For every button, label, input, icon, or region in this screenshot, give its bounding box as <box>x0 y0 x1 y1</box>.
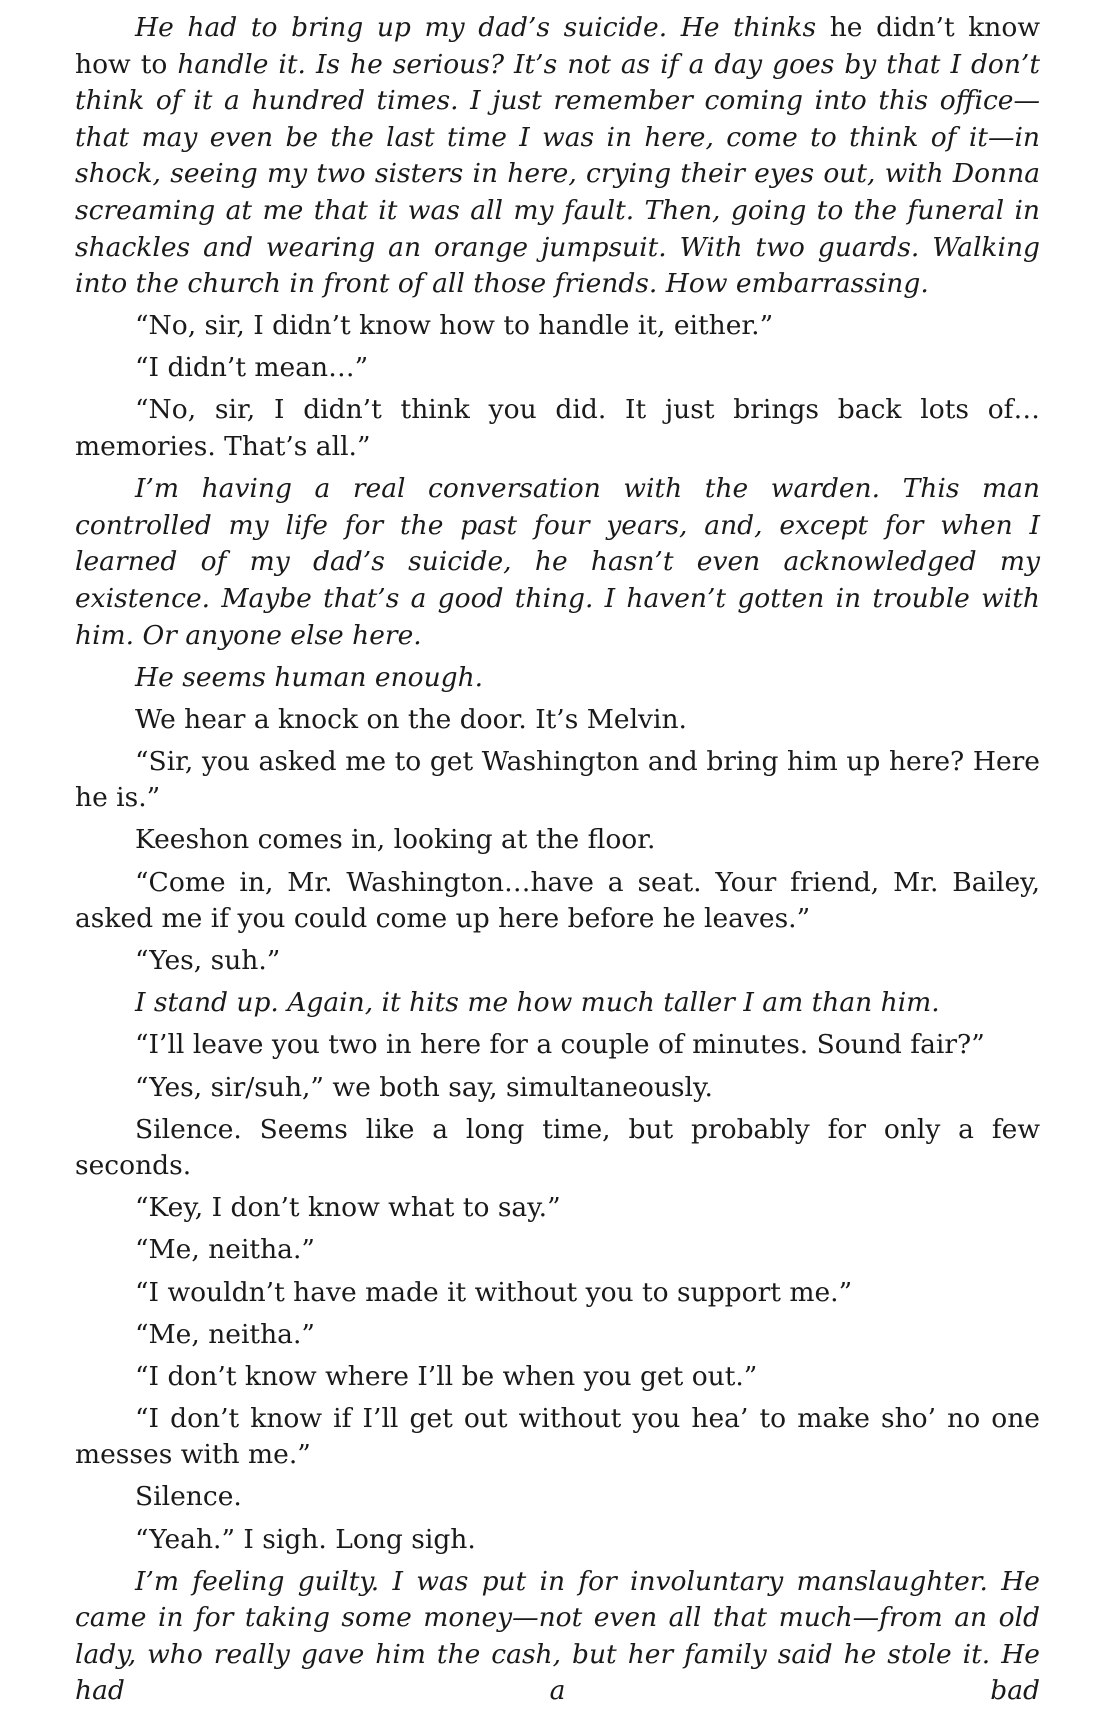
paragraph-3: “I didn’t mean…” <box>135 352 369 384</box>
paragraph-1-segment-3: handle it. Is he serious? It’s not as if a day goes by that I don’t think of it a hundred times. I just remember coming into this office—that may even be the last time I was in here, come to think of it—in shock, seeing my two sisters in here, crying their eyes out, with Donna screaming at me that it was all my fault. Then, going to the funeral in shackles and wearing an orange jumpsuit. With two guards. Walking into the church in front of all those friends. How embarrassing. <box>75 48 1040 300</box>
paragraph-5: I’m having a real conversation with the warden. This man controlled my life for the past four years, and, except for when I learned of my dad’s suicide, he hasn’t even acknowledged my existence. Maybe that’s a good thing. I haven’t gotten in trouble with him. Or anyone else here. <box>75 473 1040 651</box>
paragraph-1-segment-2: he didn’t know how to <box>75 12 1041 80</box>
paragraph-13: “I’ll leave you two in here for a couple of minutes. Sound fair?” <box>135 1029 985 1061</box>
paragraph-7: We hear a knock on the door. It’s Melvin. <box>135 703 687 735</box>
paragraph-12: I stand up. Again, it hits me how much taller I am than him. <box>135 987 940 1019</box>
paragraph-17: “Me, neitha.” <box>135 1234 315 1266</box>
paragraph-8: “Sir, you asked me to get Washington and bring him up here? Here he is.” <box>75 745 1040 814</box>
paragraph-15: Silence. Seems like a long time, but probably for only a few seconds. <box>75 1113 1040 1182</box>
paragraph-16: “Key, I don’t know what to say.” <box>135 1192 561 1224</box>
paragraph-11: “Yes, suh.” <box>135 945 281 977</box>
paragraph-9: Keeshon comes in, looking at the floor. <box>135 824 656 856</box>
paragraph-20: “I don’t know where I’ll be when you get out.” <box>135 1360 758 1392</box>
book-page <box>75 10 1040 1716</box>
paragraph-1-segment-1: He had to bring up my dad’s suicide. He thinks <box>135 12 830 43</box>
paragraph-22: Silence. <box>135 1481 242 1513</box>
paragraph-19: “Me, neitha.” <box>135 1318 315 1350</box>
paragraph-23: “Yeah.” I sigh. Long sigh. <box>135 1523 476 1555</box>
paragraph-2: “No, sir, I didn’t know how to handle it, either.” <box>135 310 774 342</box>
paragraph-4: “No, sir, I didn’t think you did. It just brings back lots of… memories. That’s all.” <box>75 394 1040 463</box>
paragraph-10: “Come in, Mr. Washington…have a seat. Your friend, Mr. Bailey, asked me if you could come up here before he leaves.” <box>75 866 1040 935</box>
paragraph-14: “Yes, sir/suh,” we both say, simultaneously. <box>135 1071 713 1103</box>
paragraph-24: I’m feeling guilty. I was put in for involuntary manslaughter. He came in for taking some money—not even all that much—from an old lady, who really gave him the cash, but her family said he stole it. He had a bad <box>75 1565 1040 1707</box>
paragraph-6: He seems human enough. <box>135 661 484 693</box>
paragraph-21: “I don’t know if I’ll get out without you hea’ to make sho’ no one messes with me.” <box>75 1402 1040 1471</box>
paragraph-18: “I wouldn’t have made it without you to support me.” <box>135 1276 853 1308</box>
paragraph-1 <box>75 10 1040 308</box>
